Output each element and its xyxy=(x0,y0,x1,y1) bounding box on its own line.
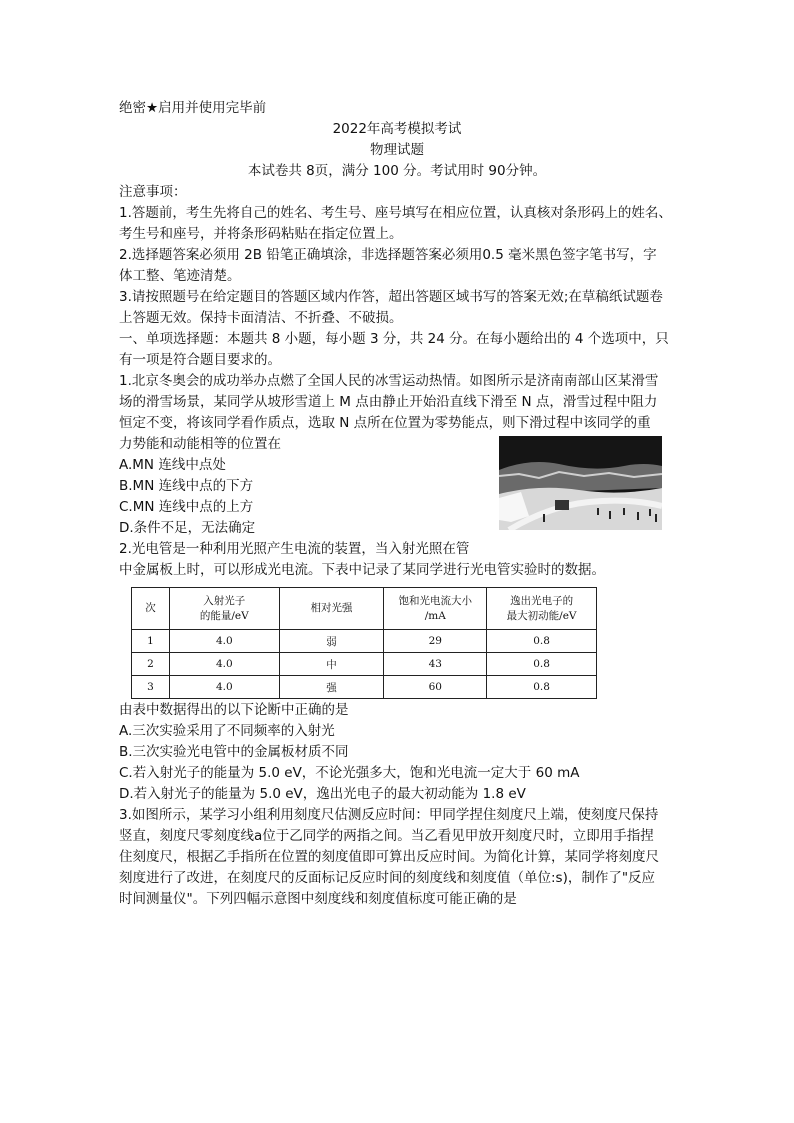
table-cell: 29 xyxy=(384,630,487,653)
header-trial xyxy=(132,588,170,630)
table-cell: 强 xyxy=(279,676,384,699)
header-text: 相对光强 xyxy=(310,602,353,614)
table-cell: 0.8 xyxy=(487,630,597,653)
header-text: 的能量/eV xyxy=(199,609,249,622)
q1-option-d: D.条件不足，无法确定 xyxy=(119,520,256,536)
table-header-row xyxy=(132,588,597,630)
table-cell: 0.8 xyxy=(487,653,597,676)
ski-slope-photo xyxy=(499,436,662,530)
q2-text-line-1: 2.光电管是一种利用光照产生电流的装置，当入射光照在管 xyxy=(119,541,470,557)
q1-option-b: B.MN 连线中点的下方 xyxy=(119,478,254,494)
notice-item-1-cont: 考生号和座号，并将条形码粘贴在指定位置上。 xyxy=(119,226,403,242)
subject-title: 物理试题 xyxy=(370,142,424,158)
q2-text-line-2: 中金属板上时，可以形成光电流。下表中记录了某同学进行光电管实验时的数据。 xyxy=(119,562,605,578)
table-cell: 3 xyxy=(132,676,170,699)
header-text: 逸出光电子的 xyxy=(510,594,574,607)
q3-text-line-3: 住刻度尺，根据乙手指所在位置的刻度值即可算出反应时间。为简化计算，某同学将刻度尺 xyxy=(119,849,659,865)
q1-option-a: A.MN 连线中点处 xyxy=(119,457,226,473)
table-cell: 2 xyxy=(132,653,170,676)
q2-option-d: D.若入射光子的能量为 5.0 eV，逸出光电子的最大初动能为 1.8 eV xyxy=(119,786,526,802)
q2-option-a: A.三次实验采用了不同频率的入射光 xyxy=(119,723,335,739)
notice-title: 注意事项： xyxy=(119,184,187,200)
exam-title: 2022年高考模拟考试 xyxy=(332,121,462,137)
confidential-label: 绝密★启用并使用完毕前 xyxy=(119,100,267,116)
table-cell: 0.8 xyxy=(487,676,597,699)
ski-slope-image xyxy=(499,436,662,530)
table-cell: 4.0 xyxy=(169,653,279,676)
table-row xyxy=(132,676,597,699)
header-max-kinetic-energy xyxy=(487,588,597,630)
header-saturation-current xyxy=(384,588,487,630)
notice-item-3-cont: 上答题无效。保持卡面清洁、不折叠、不破损。 xyxy=(119,310,403,326)
q1-text-line-4: 力势能和动能相等的位置在 xyxy=(119,436,281,452)
table-row xyxy=(132,630,597,653)
notice-item-2: 2.选择题答案必须用 2B 铅笔正确填涂，非选择题答案必须用0.5 毫米黑色签字笔书写，字 xyxy=(119,247,657,263)
photoelectric-data-table xyxy=(131,587,597,699)
q2-option-c: C.若入射光子的能量为 5.0 eV，不论光强多大，饱和光电流一定大于 60 mA xyxy=(119,765,580,781)
header-text: 次 xyxy=(145,602,156,614)
table-cell: 4.0 xyxy=(169,630,279,653)
table-row xyxy=(132,653,597,676)
q1-text-line-3: 恒定不变，将该同学看作质点，选取 N 点所在位置为零势能点，则下滑过程中该同学的重 xyxy=(119,415,651,431)
q1-text-line-1: 1.北京冬奥会的成功举办点燃了全国人民的冰雪运动热情。如图所示是济南南部山区某滑雪 xyxy=(119,373,659,389)
header-relative-intensity xyxy=(279,588,384,630)
q2-option-b: B.三次实验光电管中的金属板材质不同 xyxy=(119,744,349,760)
q3-text-line-4: 刻度进行了改进，在刻度尺的反面标记反应时间的刻度线和刻度值（单位:s)，制作了"反应 xyxy=(119,870,656,886)
exam-intro: 本试卷共 8页，满分 100 分。考试用时 90分钟。 xyxy=(247,163,547,179)
table-cell: 弱 xyxy=(279,630,384,653)
table-cell: 4.0 xyxy=(169,676,279,699)
q2-stem: 由表中数据得出的以下论断中正确的是 xyxy=(119,702,349,718)
header-text: 饱和光电流大小 xyxy=(398,594,473,607)
header-text: /mA xyxy=(424,609,446,622)
header-photon-energy xyxy=(169,588,279,630)
table-cell: 60 xyxy=(384,676,487,699)
notice-item-1: 1.答题前，考生先将自己的姓名、考生号、座号填写在相应位置，认真核对条形码上的姓名、 xyxy=(119,205,672,221)
q1-text-line-2: 场的滑雪场景，某同学从坡形雪道上 M 点由静止开始沿直线下滑至 N 点，滑雪过程中阻力 xyxy=(119,394,658,410)
q3-text-line-2: 竖直，刻度尺零刻度线a位于乙同学的两指之间。当乙看见甲放开刻度尺时，立即用手指捏 xyxy=(119,828,654,844)
table-cell: 43 xyxy=(384,653,487,676)
table-cell: 中 xyxy=(279,653,384,676)
section-heading-cont: 有一项是符合题目要求的。 xyxy=(119,352,281,368)
q1-option-c: C.MN 连线中点的上方 xyxy=(119,499,254,515)
notice-item-3: 3.请按照题号在给定题目的答题区域内作答，超出答题区域书写的答案无效;在草稿纸试题卷 xyxy=(119,289,663,305)
header-text: 入射光子 xyxy=(203,594,246,607)
q3-text-line-5: 时间测量仪"。下列四幅示意图中刻度线和刻度值标度可能正确的是 xyxy=(119,891,517,907)
notice-item-2-cont: 体工整、笔迹清楚。 xyxy=(119,268,241,284)
table-cell: 1 xyxy=(132,630,170,653)
q3-text-line-1: 3.如图所示，某学习小组利用刻度尺估测反应时间：甲同学捏住刻度尺上端，使刻度尺保持 xyxy=(119,807,659,823)
section-heading: 一、单项选择题：本题共 8 小题，每小题 3 分，共 24 分。在每小题给出的 4 个选项中，只 xyxy=(119,331,669,347)
header-text: 最大初动能/eV xyxy=(506,609,577,622)
